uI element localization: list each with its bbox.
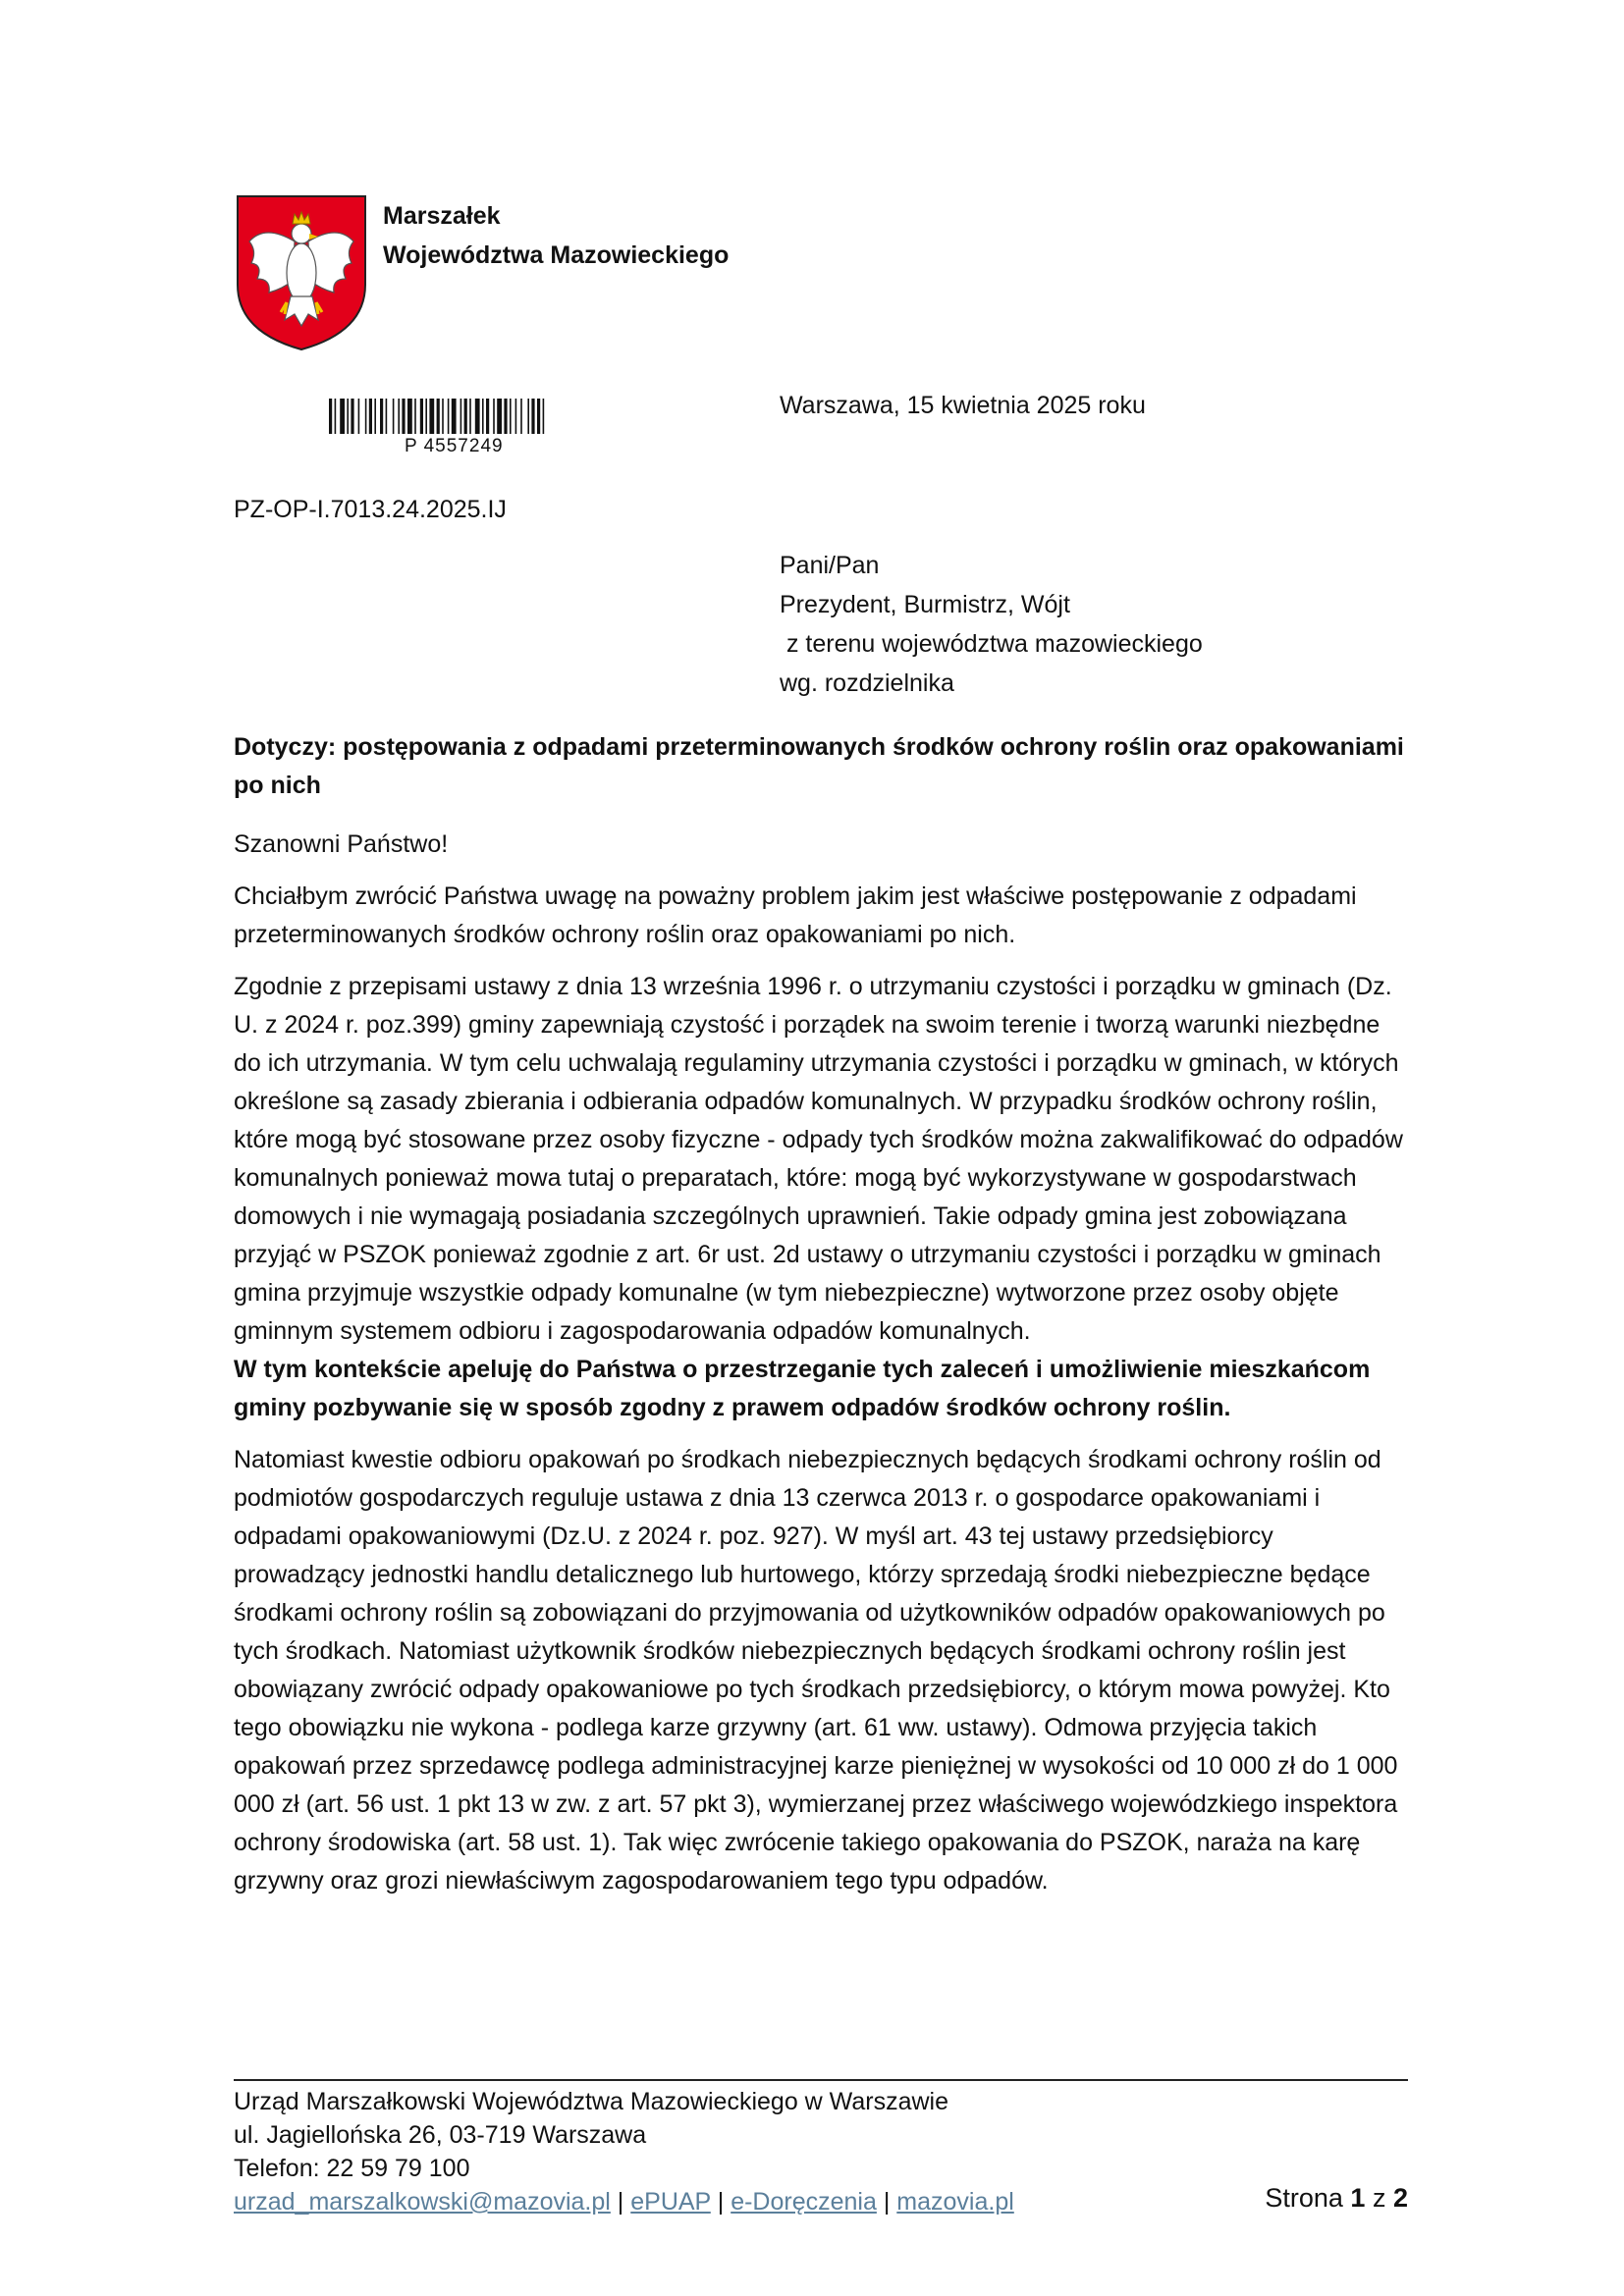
barcode-bar	[543, 399, 545, 434]
barcode-bar	[510, 399, 512, 434]
addressee-line-1: Pani/Pan	[780, 552, 880, 579]
barcode-bar	[398, 399, 400, 434]
footer-links	[234, 2185, 1014, 2218]
barcode-bar	[358, 399, 360, 434]
link-separator: |	[883, 2188, 891, 2216]
barcode-bar	[380, 399, 383, 434]
edoreczenia-link[interactable]: e-Doręczenia	[731, 2188, 877, 2216]
addressee-block	[780, 546, 1203, 703]
issuer-line-1: Marszałek	[383, 202, 501, 230]
barcode-bar	[475, 399, 480, 434]
barcode-bar	[504, 399, 507, 434]
email-link[interactable]: urzad_marszalkowski@mazovia.pl	[234, 2188, 611, 2216]
footer-divider	[234, 2079, 1408, 2081]
barcode-bar	[335, 399, 337, 434]
barcode-bar	[393, 399, 395, 434]
barcode-bar	[520, 399, 522, 434]
barcode-bar	[420, 399, 423, 434]
page-of: z	[1372, 2183, 1386, 2213]
barcode-bar	[402, 399, 405, 434]
barcode-bar	[527, 399, 529, 434]
barcode-bar	[351, 399, 353, 434]
barcode-bar	[486, 399, 489, 434]
barcode-bar	[386, 399, 388, 434]
link-separator: |	[717, 2188, 725, 2216]
barcode-bar	[464, 399, 467, 434]
epuap-link[interactable]: ePUAP	[630, 2188, 711, 2216]
barcode-bar	[340, 399, 345, 434]
barcode-bar	[515, 399, 517, 434]
barcode-bar	[452, 399, 457, 434]
barcode-bar	[531, 399, 534, 434]
paragraph-2: Zgodnie z przepisami ustawy z dnia 13 września 1996 r. o utrzymaniu czystości i porządku w gminach (Dz. U. z 2024 r. poz.399) gminy zapewniają czystość i porządek na swoim terenie i tworzą warunki niezbędne do ich utrzymania. W tym celu uchwalają regulaminy utrzymania czystości i porządku w gminach, w których określone są zasady zbierania i odbierania odpadów komunalnych. W przypadku środków ochrony roślin, które mogą być stosowane przez osoby fizyczne - odpady tych środków można zakwalifikować do odpadów komunalnych ponieważ mowa tutaj o preparatach, które: mogą być wykorzystywane w gospodarstwach domowych i nie wymagają posiadania szczególnych uprawnień. Takie odpady gmina jest zobowiązana przyjąć w PSZOK ponieważ zgodnie z art. 6r ust. 2d ustawy o utrzymaniu czystości i porządku w gminach gmina przyjmuje wszystkie odpady komunalne (w tym niebezpieczne) wytworzone przez osoby objęte gminnym systemem odbioru i zagospodarowania odpadów komunalnych.	[234, 973, 1403, 1345]
page-total: 2	[1392, 2183, 1408, 2213]
barcode-bar	[497, 399, 502, 434]
letter-subject: Dotyczy: postępowania z odpadami przeterminowanych środków ochrony roślin oraz opakowaniami po nich	[234, 733, 1404, 799]
barcode-bar	[369, 399, 372, 434]
barcode-bar	[448, 399, 450, 434]
letter-date: Warszawa, 15 kwietnia 2025 roku	[780, 392, 1146, 419]
footer-office: Urząd Marszałkowski Województwa Mazowieckiego w Warszawie	[234, 2088, 948, 2115]
issuer-name	[383, 196, 729, 275]
letter-body	[234, 728, 1408, 1900]
footer	[234, 2085, 1014, 2218]
footer-phone: Telefon: 22 59 79 100	[234, 2155, 470, 2182]
addressee-line-4: wg. rozdzielnika	[780, 669, 954, 697]
issuer-line-2: Województwa Mazowieckiego	[383, 241, 730, 269]
addressee-line-3: z terenu województwa mazowieckiego	[780, 630, 1203, 658]
barcode-bar	[493, 399, 495, 434]
paragraph-1: Chciałbym zwrócić Państwa uwagę na poważny problem jakim jest właściwe postępowanie z odpadami przeterminowanych środków ochrony roślin oraz opakowaniami po nich.	[234, 882, 1357, 948]
barcode-bar	[365, 399, 367, 434]
page-current: 1	[1350, 2183, 1366, 2213]
paragraph-3: Natomiast kwestie odbioru opakowań po środkach niebezpiecznych będących środkami ochrony roślin od podmiotów gospodarczych reguluje ustawa z dnia 13 czerwca 2013 r. o gospodarce opakowaniami i odpadami opakowaniowymi (Dz.U. z 2024 r. poz. 927). W myśl art. 43 tej ustawy przedsiębiorcy prowadzący jednostki handlu detalicznego lub hurtowego, którzy sprzedają środki niebezpieczne będące środkami ochrony roślin są zobowiązani do przyjmowania od użytkowników odpadów opakowaniowych po tych środkach. Natomiast użytkownik środków niebezpiecznych będących środkami ochrony roślin jest obowiązany zwrócić odpady opakowaniowe po tych środkach przedsiębiorcy, o którym mowa powyżej. Kto tego obowiązku nie wykona - podlega karze grzywny (art. 61 ww. ustawy). Odmowa przyjęcia takich opakowań przez sprzedawcę podlega administracyjnej karze pieniężnej w wysokości od 10 000 zł do 1 000 000 zł (art. 56 ust. 1 pkt 13 w zw. z art. 57 pkt 3), wymierzanej przez właściwego wojewódzkiego inspektora ochrony środowiska (art. 58 ust. 1). Tak więc zwrócenie takiego opakowania do PSZOK, naraża na karę grzywny oraz grozi niewłaściwym zagospodarowaniem tego typu odpadów.	[234, 1446, 1398, 1895]
link-separator: |	[617, 2188, 624, 2216]
barcode-bar	[482, 399, 484, 434]
barcode-number: P 4557249	[405, 436, 504, 456]
barcode-bar	[469, 399, 471, 434]
barcode-bar	[437, 399, 440, 434]
barcode-bar	[429, 399, 434, 434]
barcode-bar	[347, 399, 349, 434]
barcode-bar	[374, 399, 376, 434]
barcode-bar	[329, 399, 332, 434]
page-word: Strona	[1265, 2183, 1343, 2213]
reference-number: PZ-OP-I.7013.24.2025.IJ	[234, 496, 507, 523]
barcode-bar	[425, 399, 427, 434]
barcode-bar	[537, 399, 540, 434]
barcode-bar	[414, 399, 416, 434]
website-link[interactable]: mazovia.pl	[896, 2188, 1014, 2216]
barcode-bar	[407, 399, 412, 434]
barcode-bar	[442, 399, 444, 434]
footer-address: ul. Jagiellońska 26, 03-719 Warszawa	[234, 2121, 647, 2149]
letter-greeting: Szanowni Państwo!	[234, 830, 449, 858]
addressee-line-2: Prezydent, Burmistrz, Wójt	[780, 591, 1070, 618]
coat-of-arms-icon	[236, 194, 367, 351]
page-number	[1265, 2183, 1408, 2214]
barcode-bar	[460, 399, 462, 434]
appeal-paragraph: W tym kontekście apeluję do Państwa o przestrzeganie tych zaleceń i umożliwienie mieszkańcom gminy pozbywanie się w sposób zgodny z prawem odpadów środków ochrony roślin.	[234, 1356, 1371, 1421]
